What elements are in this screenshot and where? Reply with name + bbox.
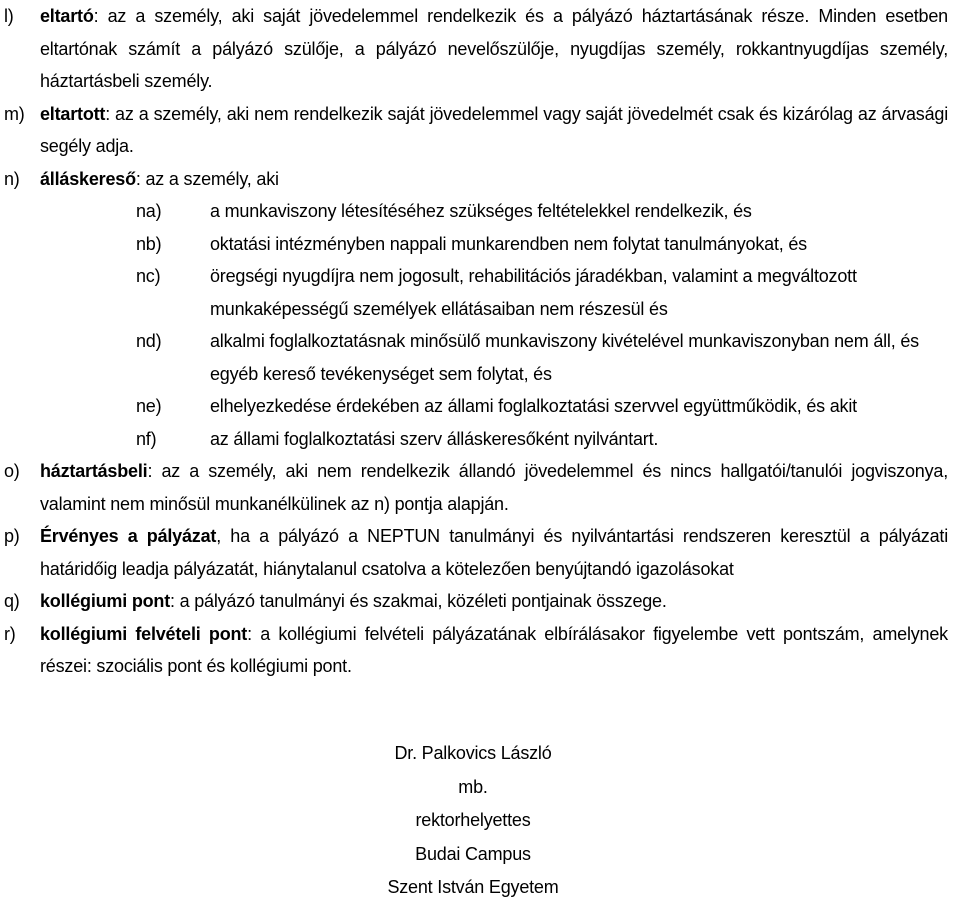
definition-l (0, 0, 948, 98)
definition-text: : az a személy, aki nem rendelkezik saját jövedelemmel vagy saját jövedelmét csak és kizárólag az árvasági segély adja. (40, 103, 948, 156)
signatory-name: Dr. Palkovics László (394, 743, 552, 763)
subitem-text: elhelyezkedése érdekében az állami foglalkoztatási szervvel együttműködik, és akit (210, 396, 857, 416)
definition-term: álláskereső (40, 168, 136, 189)
definition-text: : a pályázó tanulmányi és szakmai, közéleti pontjainak összege. (170, 591, 667, 611)
signatory-campus: Budai Campus (415, 843, 531, 864)
subitem-text: alkalmi foglalkoztatásnak minősülő munkaviszony kivételével munkaviszonyban nem áll, és egyéb kereső tevékenységet sem folytat, és (210, 331, 919, 384)
subitem-marker: nd) (136, 331, 162, 351)
item-marker: m) (4, 103, 25, 124)
definition-text: : az a személy, aki nem rendelkezik állandó jövedelemmel és nincs hallgatói/tanulói jogviszonya, valamint nem minősül munkanélkülinek az n) pontja alapján. (40, 461, 948, 514)
subitem-na (0, 195, 958, 228)
definition-q (0, 585, 948, 618)
item-marker: o) (4, 461, 20, 481)
signatory-role: rektorhelyettes (415, 810, 531, 830)
subitem-marker: nc) (136, 266, 161, 286)
subitem-marker: ne) (136, 396, 162, 416)
subitem-nb (0, 228, 958, 261)
item-marker: p) (4, 526, 20, 546)
definition-term: háztartásbeli (40, 461, 148, 481)
definition-o (0, 455, 948, 520)
subitem-nf (0, 423, 958, 456)
subitem-nd (0, 325, 958, 390)
definition-m (0, 98, 948, 163)
subitem-text: öregségi nyugdíjra nem jogosult, rehabilitációs járadékban, valamint a megváltozott munkaképességű személyek ellátásaiban nem részesül és (210, 266, 857, 319)
subitem-text: a munkaviszony létesítéséhez szükséges feltételekkel rendelkezik, és (210, 201, 752, 221)
subitem-text: oktatási intézményben nappali munkarendben nem folytat tanulmányokat, és (210, 233, 807, 254)
subitem-ne (0, 390, 958, 423)
definition-term: eltartott (40, 103, 106, 124)
subitem-marker: na) (136, 201, 162, 221)
definition-text: , ha a pályázó a NEPTUN tanulmányi és nyilvántartási rendszeren keresztül a pályázati határidőig leadja pályázatát, hiánytalanul csatolva a kötelezően benyújtandó igazolásokat (40, 526, 948, 579)
item-marker: l) (4, 6, 14, 26)
definition-term: kollégiumi felvételi pont (40, 623, 248, 644)
definition-term: kollégiumi pont (40, 591, 170, 611)
signatory-on-behalf: mb. (458, 776, 488, 797)
subitem-marker: nf) (136, 428, 157, 449)
definition-text: : a kollégiumi felvételi pályázatának elbírálásakor figyelembe vett pontszám, amelynek részei: szociális pont és kollégiumi pont. (40, 623, 948, 676)
definition-term: Érvényes a pályázat (40, 526, 217, 546)
definition-text: : az a személy, aki saját jövedelemmel rendelkezik és a pályázó háztartásának része. Minden esetben eltartónak számít a pályázó szülője, a pályázó nevelőszülője, nyugdíjas személy, rokkantnyugdíjas személy, háztartásbeli személy. (40, 6, 948, 91)
item-marker: q) (4, 591, 20, 611)
signatory-institution: Szent István Egyetem (387, 877, 559, 897)
item-marker: n) (4, 168, 20, 189)
definition-text: : az a személy, aki (135, 168, 279, 189)
signature-block (0, 737, 946, 905)
definition-n (0, 163, 948, 196)
item-marker: r) (4, 623, 16, 644)
subitem-text: az állami foglalkoztatási szerv álláskeresőként nyilvántart. (210, 428, 659, 449)
definition-term: eltartó (40, 6, 94, 26)
definition-r (0, 618, 948, 683)
subitem-nc (0, 260, 958, 325)
definition-p (0, 520, 948, 585)
subitem-marker: nb) (136, 233, 162, 254)
